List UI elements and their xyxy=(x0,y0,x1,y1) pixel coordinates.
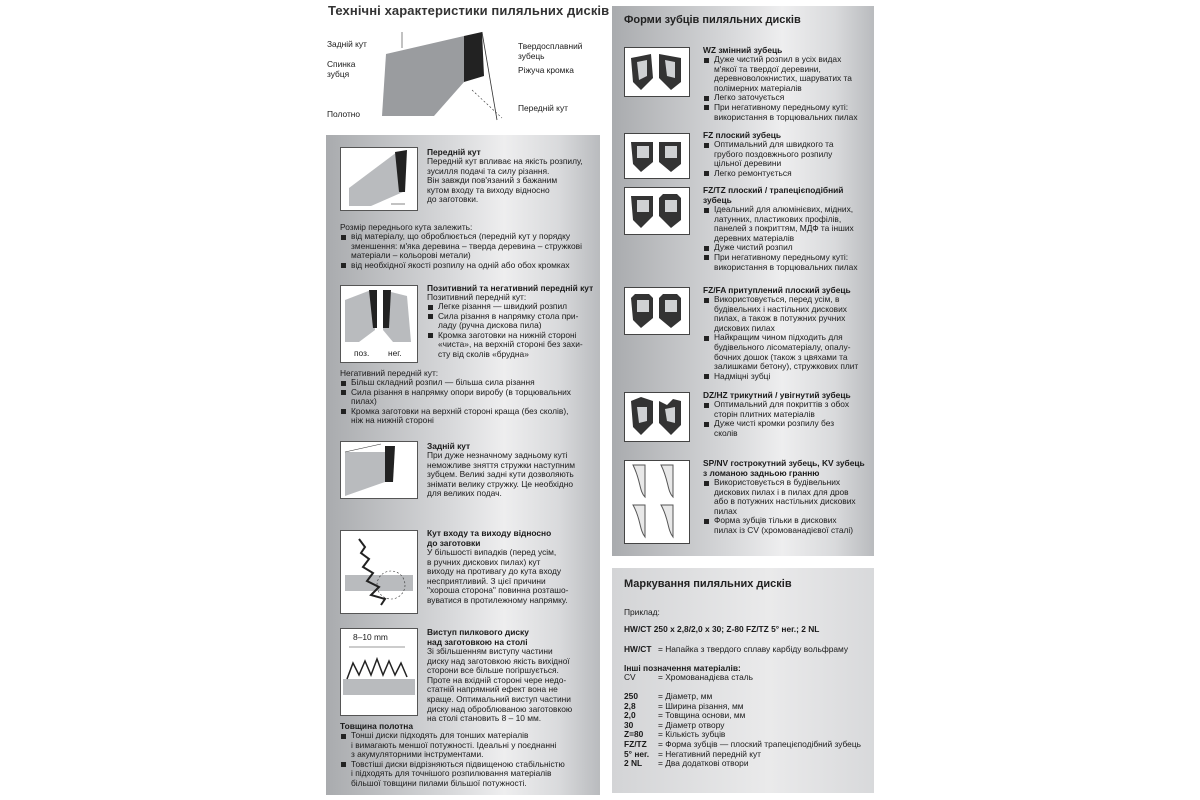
marking-value: = Товщина основи, мм xyxy=(658,710,746,721)
tooth-geometry-diagram xyxy=(372,30,512,130)
front-angle-size-intro: Розмір переднього кута залежить: xyxy=(340,222,473,232)
entry-angle-title: Кут входу та виходу відносно до заготовки xyxy=(427,528,552,548)
marking-value: = Напайка з твердого сплаву карбіду вольфраму xyxy=(658,644,849,654)
list-item: від необхідної якості розпилу на одній або обох кромках xyxy=(340,261,595,271)
front-angle-title: Передній кут xyxy=(427,147,481,157)
marking-key: 250 xyxy=(624,691,638,701)
list-item: Ідеальний для алюмінієвих, мідних, латунних, пластикових профілів, панелей з покриттям, МДФ та інших деревних матеріалів xyxy=(703,205,871,243)
label-carbide-tooth: Твердосплавний зубець xyxy=(518,41,583,61)
marking-value: = Форма зубців — плоский трапецієподібний зубець xyxy=(658,738,861,749)
list-item: Використовується, перед усім, в будівельних і настільних дискових пилах, а також в потужних ручних дискових пилах xyxy=(703,295,871,333)
tooth-fz-tz-figure xyxy=(624,187,690,235)
marking-key: Z=80 xyxy=(624,729,644,740)
protrusion-title: Виступ пилкового диску над заготовкою на столі xyxy=(427,627,529,647)
tooth-dz-hz-figure xyxy=(624,392,690,442)
marking-value: = Два додаткові отвори xyxy=(658,758,749,769)
shape-list-fz-tz xyxy=(703,205,871,272)
list-item: Кромка заготовки на нижній стороні «чиста», на верхній стороні без захи- сту від сколів «брудна» xyxy=(427,331,597,360)
pos-neg-figure xyxy=(340,285,418,363)
pos-neg-subtitle: Позитивний передній кут: xyxy=(427,292,527,302)
entry-angle-text: У більшості випадків (перед усім, в ручних дискових пилах) кут виходу на противагу до кута входу несприятливий. З цієї причини "хороша сторона" повинна розташо- вуватися в протилежному напрямку. xyxy=(427,547,569,605)
shape-list-wz xyxy=(703,55,871,122)
marking-key: 2,0 xyxy=(624,710,636,721)
marking-value: = Діаметр отвору xyxy=(658,719,725,730)
shape-title-fz: FZ плоский зубець xyxy=(703,130,782,140)
thickness-title: Товщина полотна xyxy=(340,721,414,731)
back-angle-title: Задній кут xyxy=(427,441,471,451)
front-angle-figure xyxy=(340,147,418,211)
list-item: Тонші диски підходять для тонших матеріалів і вимагають меншої потужності. Ідеальні у поєднанні з акумуляторними інструментами. xyxy=(340,731,595,760)
thickness-list xyxy=(340,731,595,789)
front-angle-size-list xyxy=(340,232,595,270)
marking-value: = Негативний передній кут xyxy=(658,748,762,759)
protrusion-text: Зі збільшенням виступу частини диску над заготовкою якість вихідної сторони все більше погіршується. Проте на вхідній стороні чере недо- статній напрямний ефект вона не краще. Оптимальний виступ частини диску над оброблюваною заготовкою на столі становить 8 – 10 мм. xyxy=(427,646,573,724)
list-item: Легко ремонтується xyxy=(703,169,871,179)
marking-example: HW/CT 250 x 2,8/2,0 x 30; Z-80 FZ/TZ 5° нег.; 2 NL xyxy=(624,624,820,634)
list-item: Оптимальний для покриттів з обох сторін плитних матеріалів xyxy=(703,400,871,419)
back-angle-text: При дуже незначному задньому куті неможливе зняття стружки наступним зубцем. Великі задні кути дозволяють знімати велику стружку. Це необхідно для великих подач. xyxy=(427,450,575,499)
negative-intro: Негативний передній кут: xyxy=(340,368,439,378)
marking-hw-row xyxy=(624,645,848,655)
list-item: Легке різання — швидкий розпил xyxy=(427,302,597,312)
list-item: Дуже чистий розпил xyxy=(703,243,871,253)
marking-key: HW/CT xyxy=(624,644,652,654)
pos-label: поз. xyxy=(354,348,370,358)
shape-title-wz: WZ змінний зубець xyxy=(703,45,783,55)
list-item: Використовується в будівельних дискових пилах і в пилах для дров або в потужних настільних дискових пилах xyxy=(703,478,871,516)
shape-title-fz-tz: FZ/TZ плоский / трапецієподібний зубець xyxy=(703,185,844,205)
marking-value: = Ширина різання, мм xyxy=(658,700,744,711)
protrusion-measure: 8–10 mm xyxy=(353,632,388,642)
list-item: Більш складний розпил — більша сила різання xyxy=(340,378,595,388)
label-back-angle: Задній кут xyxy=(327,39,367,49)
marking-value: = Діаметр, мм xyxy=(658,691,713,701)
tooth-shapes-title: Форми зубців пиляльних дисків xyxy=(624,14,801,26)
marking-key: 5° нег. xyxy=(624,748,650,759)
label-front-angle: Передній кут xyxy=(518,103,568,113)
tooth-fz-figure xyxy=(624,133,690,179)
list-item: Сила різання в напрямку стола при- ладу (ручна дискова пила) xyxy=(427,312,597,331)
tooth-wz-figure xyxy=(624,47,690,97)
marking-cv-row xyxy=(624,673,753,683)
list-item: Товстіші диски відрізняються підвищеною стабільністю і підходять для точнішого розпилювання матеріалів більшої товщини пилами більшої потужності. xyxy=(340,760,595,789)
tooth-sp-nv-figure xyxy=(624,460,690,544)
list-item: Дуже чистий розпил в усіх видах м'якої та твердої деревини, деревноволокнистих, шаруватих та полімерних матеріалів xyxy=(703,55,871,93)
front-angle-text: Передній кут впливає на якість розпилу, зусилля подачі та силу різання. Він завжди пов'язаний з бажаним кутом входу та виходу відносно до заготовки. xyxy=(427,156,583,205)
list-item: Дуже чисті кромки розпилу без сколів xyxy=(703,419,871,438)
marking-key: 2,8 xyxy=(624,700,636,711)
list-item: Легко заточується xyxy=(703,93,871,103)
marking-example-label: Приклад: xyxy=(624,607,660,617)
entry-angle-figure xyxy=(340,530,418,614)
marking-key: 30 xyxy=(624,719,634,730)
pos-neg-title: Позитивний та негативний передній кут xyxy=(427,283,594,293)
list-item: При негативному передньому куті: використання в торцювальних пилах xyxy=(703,253,871,272)
pos-neg-list xyxy=(427,302,597,360)
shape-title-sp-nv: SP/NV гострокутний зубець, KV зубець з ломаною задньою гранню xyxy=(703,458,865,478)
marking-value: = Хромованадієва сталь xyxy=(658,672,754,682)
marking-title: Маркування пиляльних дисків xyxy=(624,578,792,590)
neg-label: нег. xyxy=(388,348,402,358)
label-cutting-edge: Ріжуча кромка xyxy=(518,65,574,75)
shape-title-dz-hz: DZ/HZ трикутний / увігнутий зубець xyxy=(703,390,851,400)
list-item: Надміцні зубці xyxy=(703,372,871,382)
shape-list-fz xyxy=(703,140,871,178)
marking-key: CV xyxy=(624,672,636,682)
list-item: При негативному передньому куті: використання в торцювальних пилах xyxy=(703,103,871,122)
marking-rows xyxy=(624,692,861,769)
marking-row xyxy=(624,759,861,769)
list-item: Оптимальний для швидкого та грубого поздовжнього розпилу цільної деревини xyxy=(703,140,871,169)
marking-value: = Кількість зубців xyxy=(658,729,726,740)
list-item: Найкращим чином підходить для будівельного лісоматеріалу, опалу- бочних дошок (також з цвяхами та залишками бетону), стружкових плит xyxy=(703,333,871,371)
shape-list-sp-nv xyxy=(703,478,871,536)
tooth-fz-fa-figure xyxy=(624,287,690,335)
negative-list xyxy=(340,378,595,426)
back-angle-figure xyxy=(340,441,418,499)
list-item: Форма зубців тільки в дискових пилах із CV (хромованадієвої сталі) xyxy=(703,516,871,535)
page-title: Технічні характеристики пиляльних дисків xyxy=(328,3,610,18)
label-tooth-back: Спинка зубця xyxy=(327,59,356,79)
marking-key: FZ/TZ xyxy=(624,738,647,749)
marking-other-title: Інші позначення матеріалів: xyxy=(624,663,741,673)
list-item: від матеріалу, що оброблюється (передній кут у порядку зменшення: м'яка деревина – тверда деревина – стружкові матеріали – кольорові метали) xyxy=(340,232,595,261)
list-item: Кромка заготовки на верхній стороні краща (без сколів), ніж на нижній стороні xyxy=(340,407,595,426)
label-blade: Полотно xyxy=(327,109,361,119)
shape-list-fz-fa xyxy=(703,295,871,381)
marking-key: 2 NL xyxy=(624,758,643,769)
list-item: Сила різання в напрямку опори виробу (в торцювальних пилах) xyxy=(340,388,595,407)
shape-list-dz-hz xyxy=(703,400,871,438)
shape-title-fz-fa: FZ/FA притуплений плоский зубець xyxy=(703,285,851,295)
